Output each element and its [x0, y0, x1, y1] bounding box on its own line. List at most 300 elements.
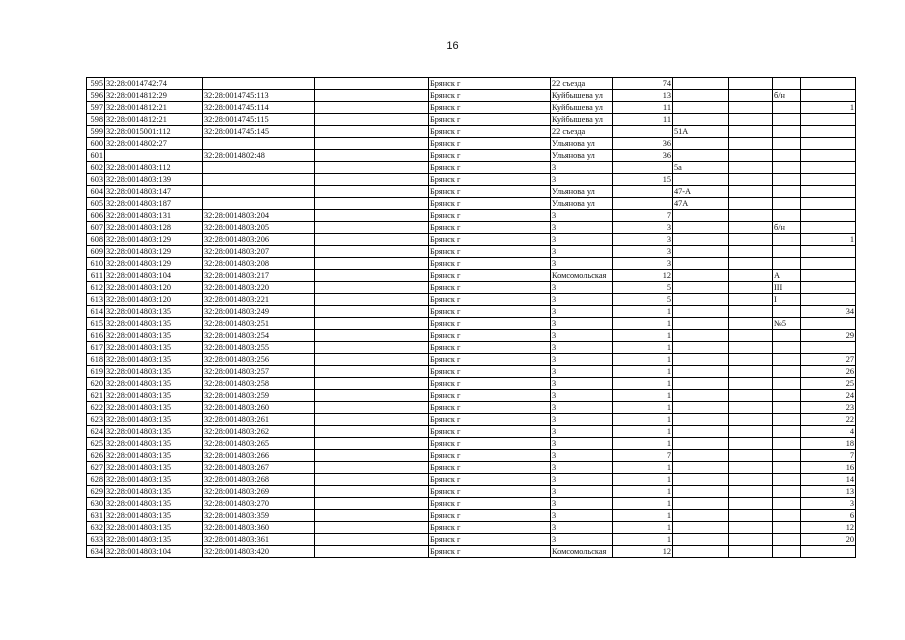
extra-column-cell — [315, 438, 429, 450]
note-cell — [773, 402, 801, 414]
locality-cell: Брянск г — [429, 258, 551, 270]
building-number-cell: 32:28:0014745:145 — [203, 126, 315, 138]
locality-cell: Брянск г — [429, 306, 551, 318]
apartment-number-cell — [801, 270, 856, 282]
cadastral-number-cell: 32:28:0014803:135 — [105, 354, 203, 366]
street-cell: Куйбышева ул — [551, 90, 613, 102]
table-row — [87, 366, 856, 378]
house-number-cell: 3 — [613, 258, 673, 270]
apartment-number-cell — [801, 210, 856, 222]
street-cell: 3 — [551, 450, 613, 462]
extra-column-cell — [315, 90, 429, 102]
street-cell: Ульянова ул — [551, 198, 613, 210]
table-row — [87, 114, 856, 126]
cadastral-number-cell: 32:28:0014803:129 — [105, 246, 203, 258]
table-row — [87, 510, 856, 522]
table-row — [87, 450, 856, 462]
house-number-cell: 1 — [613, 402, 673, 414]
house-number-cell: 1 — [613, 438, 673, 450]
house-letter-cell — [673, 546, 729, 558]
cadastral-number-cell: 32:28:0014803:129 — [105, 234, 203, 246]
apartment-number-cell: 24 — [801, 390, 856, 402]
house-number-cell: 5 — [613, 282, 673, 294]
locality-cell: Брянск г — [429, 114, 551, 126]
extra-column-cell — [315, 534, 429, 546]
note-cell — [773, 378, 801, 390]
row-number-cell: 611 — [87, 270, 105, 282]
house-letter-cell — [673, 498, 729, 510]
building-number-cell: 32:28:0014803:207 — [203, 246, 315, 258]
note-cell — [773, 234, 801, 246]
row-number-cell: 622 — [87, 402, 105, 414]
note-cell — [773, 522, 801, 534]
apartment-number-cell — [801, 138, 856, 150]
building-part-cell — [729, 198, 773, 210]
locality-cell: Брянск г — [429, 366, 551, 378]
locality-cell: Брянск г — [429, 342, 551, 354]
row-number-cell: 609 — [87, 246, 105, 258]
locality-cell: Брянск г — [429, 294, 551, 306]
note-cell — [773, 342, 801, 354]
extra-column-cell — [315, 414, 429, 426]
row-number-cell: 598 — [87, 114, 105, 126]
building-part-cell — [729, 390, 773, 402]
table-row — [87, 378, 856, 390]
table-row — [87, 246, 856, 258]
apartment-number-cell: 1 — [801, 234, 856, 246]
building-part-cell — [729, 462, 773, 474]
row-number-cell: 628 — [87, 474, 105, 486]
house-letter-cell — [673, 102, 729, 114]
locality-cell: Брянск г — [429, 426, 551, 438]
table-row — [87, 126, 856, 138]
table-row — [87, 198, 856, 210]
building-part-cell — [729, 366, 773, 378]
house-number-cell: 12 — [613, 270, 673, 282]
note-cell: ІІІ — [773, 282, 801, 294]
house-number-cell: 1 — [613, 306, 673, 318]
building-number-cell: 32:28:0014803:258 — [203, 378, 315, 390]
apartment-number-cell — [801, 114, 856, 126]
extra-column-cell — [315, 234, 429, 246]
house-number-cell: 1 — [613, 462, 673, 474]
house-letter-cell — [673, 330, 729, 342]
street-cell: 3 — [551, 174, 613, 186]
note-cell — [773, 210, 801, 222]
locality-cell: Брянск г — [429, 210, 551, 222]
building-part-cell — [729, 246, 773, 258]
house-letter-cell — [673, 486, 729, 498]
house-number-cell: 74 — [613, 78, 673, 90]
cadastral-number-cell: 32:28:0014803:112 — [105, 162, 203, 174]
building-number-cell: 32:28:0014803:359 — [203, 510, 315, 522]
locality-cell: Брянск г — [429, 330, 551, 342]
cadastral-number-cell: 32:28:0014802:27 — [105, 138, 203, 150]
extra-column-cell — [315, 282, 429, 294]
extra-column-cell — [315, 474, 429, 486]
extra-column-cell — [315, 486, 429, 498]
cadastral-number-cell: 32:28:0014803:135 — [105, 522, 203, 534]
table-row — [87, 282, 856, 294]
note-cell — [773, 114, 801, 126]
table-row — [87, 78, 856, 90]
locality-cell: Брянск г — [429, 270, 551, 282]
table-row — [87, 222, 856, 234]
row-number-cell: 606 — [87, 210, 105, 222]
note-cell — [773, 534, 801, 546]
cadastral-number-cell: 32:28:0014803:135 — [105, 534, 203, 546]
house-letter-cell — [673, 426, 729, 438]
house-number-cell: 1 — [613, 522, 673, 534]
cadastral-number-cell: 32:28:0014803:104 — [105, 270, 203, 282]
apartment-number-cell — [801, 546, 856, 558]
apartment-number-cell — [801, 78, 856, 90]
apartment-number-cell — [801, 90, 856, 102]
note-cell — [773, 462, 801, 474]
cadastral-number-cell: 32:28:0014803:129 — [105, 258, 203, 270]
house-letter-cell — [673, 294, 729, 306]
house-letter-cell: 47А — [673, 198, 729, 210]
house-letter-cell — [673, 318, 729, 330]
cadastral-table — [86, 77, 856, 558]
street-cell: 3 — [551, 390, 613, 402]
table-row — [87, 390, 856, 402]
building-number-cell: 32:28:0014803:251 — [203, 318, 315, 330]
row-number-cell: 620 — [87, 378, 105, 390]
building-part-cell — [729, 78, 773, 90]
note-cell — [773, 330, 801, 342]
cadastral-number-cell: 32:28:0014803:135 — [105, 414, 203, 426]
cadastral-number-cell: 32:28:0014803:135 — [105, 486, 203, 498]
table-row — [87, 294, 856, 306]
apartment-number-cell — [801, 246, 856, 258]
table-row — [87, 414, 856, 426]
table-row — [87, 546, 856, 558]
street-cell: Ульянова ул — [551, 186, 613, 198]
building-number-cell: 32:28:0014803:268 — [203, 474, 315, 486]
building-part-cell — [729, 222, 773, 234]
page-number: 16 — [446, 40, 459, 52]
building-number-cell: 32:28:0014803:205 — [203, 222, 315, 234]
street-cell: 3 — [551, 222, 613, 234]
row-number-cell: 602 — [87, 162, 105, 174]
street-cell: 3 — [551, 510, 613, 522]
extra-column-cell — [315, 222, 429, 234]
locality-cell: Брянск г — [429, 546, 551, 558]
locality-cell: Брянск г — [429, 282, 551, 294]
locality-cell: Брянск г — [429, 354, 551, 366]
building-part-cell — [729, 114, 773, 126]
row-number-cell: 600 — [87, 138, 105, 150]
row-number-cell: 632 — [87, 522, 105, 534]
building-part-cell — [729, 426, 773, 438]
table-row — [87, 402, 856, 414]
house-letter-cell — [673, 450, 729, 462]
note-cell: №5 — [773, 318, 801, 330]
extra-column-cell — [315, 270, 429, 282]
apartment-number-cell — [801, 222, 856, 234]
house-number-cell: 1 — [613, 366, 673, 378]
extra-column-cell — [315, 462, 429, 474]
building-part-cell — [729, 186, 773, 198]
extra-column-cell — [315, 174, 429, 186]
building-number-cell: 32:28:0014803:221 — [203, 294, 315, 306]
note-cell — [773, 390, 801, 402]
locality-cell: Брянск г — [429, 198, 551, 210]
extra-column-cell — [315, 210, 429, 222]
table-row — [87, 186, 856, 198]
note-cell: А — [773, 270, 801, 282]
building-number-cell: 32:28:0014803:261 — [203, 414, 315, 426]
table-row — [87, 534, 856, 546]
locality-cell: Брянск г — [429, 102, 551, 114]
building-number-cell: 32:28:0014803:217 — [203, 270, 315, 282]
cadastral-number-cell: 32:28:0014803:135 — [105, 378, 203, 390]
row-number-cell: 599 — [87, 126, 105, 138]
table-row — [87, 498, 856, 510]
building-part-cell — [729, 342, 773, 354]
row-number-cell: 619 — [87, 366, 105, 378]
locality-cell: Брянск г — [429, 450, 551, 462]
locality-cell: Брянск г — [429, 318, 551, 330]
house-number-cell: 1 — [613, 510, 673, 522]
street-cell: Куйбышева ул — [551, 114, 613, 126]
house-letter-cell: 51А — [673, 126, 729, 138]
extra-column-cell — [315, 198, 429, 210]
cadastral-number-cell: 32:28:0014803:135 — [105, 498, 203, 510]
street-cell: Ульянова ул — [551, 150, 613, 162]
building-number-cell — [203, 78, 315, 90]
extra-column-cell — [315, 162, 429, 174]
table-row — [87, 90, 856, 102]
street-cell: 3 — [551, 282, 613, 294]
house-number-cell: 1 — [613, 318, 673, 330]
note-cell — [773, 138, 801, 150]
table-row — [87, 138, 856, 150]
note-cell — [773, 78, 801, 90]
street-cell: 3 — [551, 246, 613, 258]
building-number-cell — [203, 186, 315, 198]
extra-column-cell — [315, 246, 429, 258]
cadastral-number-cell: 32:28:0014803:104 — [105, 546, 203, 558]
street-cell: 3 — [551, 402, 613, 414]
house-number-cell: 15 — [613, 174, 673, 186]
row-number-cell: 610 — [87, 258, 105, 270]
cadastral-number-cell: 32:28:0014803:139 — [105, 174, 203, 186]
table-row — [87, 102, 856, 114]
street-cell: 22 съезда — [551, 126, 613, 138]
house-letter-cell — [673, 258, 729, 270]
extra-column-cell — [315, 498, 429, 510]
building-part-cell — [729, 450, 773, 462]
house-letter-cell — [673, 510, 729, 522]
street-cell: 3 — [551, 462, 613, 474]
extra-column-cell — [315, 546, 429, 558]
building-part-cell — [729, 318, 773, 330]
house-letter-cell — [673, 174, 729, 186]
locality-cell: Брянск г — [429, 498, 551, 510]
house-number-cell — [613, 186, 673, 198]
street-cell: 3 — [551, 258, 613, 270]
apartment-number-cell — [801, 174, 856, 186]
cadastral-number-cell: 32:28:0014803:135 — [105, 450, 203, 462]
apartment-number-cell: 26 — [801, 366, 856, 378]
cadastral-number-cell: 32:28:0014803:135 — [105, 366, 203, 378]
note-cell — [773, 366, 801, 378]
locality-cell: Брянск г — [429, 402, 551, 414]
house-letter-cell — [673, 402, 729, 414]
apartment-number-cell — [801, 258, 856, 270]
table-row — [87, 438, 856, 450]
house-number-cell: 1 — [613, 390, 673, 402]
table-row — [87, 522, 856, 534]
house-letter-cell — [673, 234, 729, 246]
cadastral-number-cell: 32:28:0014742:74 — [105, 78, 203, 90]
building-number-cell: 32:28:0014803:249 — [203, 306, 315, 318]
extra-column-cell — [315, 102, 429, 114]
street-cell: 3 — [551, 534, 613, 546]
house-number-cell: 1 — [613, 498, 673, 510]
extra-column-cell — [315, 330, 429, 342]
building-number-cell — [203, 198, 315, 210]
note-cell — [773, 174, 801, 186]
note-cell — [773, 510, 801, 522]
street-cell: 3 — [551, 474, 613, 486]
note-cell — [773, 186, 801, 198]
locality-cell: Брянск г — [429, 222, 551, 234]
building-part-cell — [729, 438, 773, 450]
building-number-cell: 32:28:0014803:257 — [203, 366, 315, 378]
row-number-cell: 623 — [87, 414, 105, 426]
table-row — [87, 150, 856, 162]
building-number-cell: 32:28:0014803:204 — [203, 210, 315, 222]
note-cell — [773, 162, 801, 174]
row-number-cell: 629 — [87, 486, 105, 498]
apartment-number-cell: 20 — [801, 534, 856, 546]
row-number-cell: 631 — [87, 510, 105, 522]
cadastral-number-cell: 32:28:0014803:135 — [105, 330, 203, 342]
apartment-number-cell — [801, 318, 856, 330]
apartment-number-cell — [801, 294, 856, 306]
house-number-cell: 1 — [613, 378, 673, 390]
note-cell: б/н — [773, 222, 801, 234]
apartment-number-cell: 29 — [801, 330, 856, 342]
building-number-cell: 32:28:0014803:361 — [203, 534, 315, 546]
street-cell: Комсомольская — [551, 270, 613, 282]
building-number-cell: 32:28:0014803:420 — [203, 546, 315, 558]
house-letter-cell — [673, 474, 729, 486]
building-part-cell — [729, 522, 773, 534]
note-cell — [773, 246, 801, 258]
locality-cell: Брянск г — [429, 462, 551, 474]
extra-column-cell — [315, 354, 429, 366]
house-number-cell: 1 — [613, 354, 673, 366]
building-number-cell: 32:28:0014745:113 — [203, 90, 315, 102]
street-cell: 3 — [551, 498, 613, 510]
locality-cell: Брянск г — [429, 474, 551, 486]
locality-cell: Брянск г — [429, 390, 551, 402]
extra-column-cell — [315, 510, 429, 522]
table-row — [87, 462, 856, 474]
apartment-number-cell: 6 — [801, 510, 856, 522]
row-number-cell: 633 — [87, 534, 105, 546]
note-cell — [773, 150, 801, 162]
row-number-cell: 613 — [87, 294, 105, 306]
house-number-cell: 1 — [613, 330, 673, 342]
building-number-cell: 32:28:0014803:260 — [203, 402, 315, 414]
note-cell — [773, 546, 801, 558]
row-number-cell: 607 — [87, 222, 105, 234]
building-number-cell: 32:28:0014803:259 — [203, 390, 315, 402]
house-letter-cell — [673, 414, 729, 426]
house-number-cell: 5 — [613, 294, 673, 306]
note-cell — [773, 426, 801, 438]
street-cell: 3 — [551, 366, 613, 378]
row-number-cell: 597 — [87, 102, 105, 114]
apartment-number-cell: 3 — [801, 498, 856, 510]
row-number-cell: 595 — [87, 78, 105, 90]
house-number-cell — [613, 198, 673, 210]
house-number-cell: 3 — [613, 234, 673, 246]
house-letter-cell — [673, 378, 729, 390]
table-row — [87, 426, 856, 438]
extra-column-cell — [315, 114, 429, 126]
extra-column-cell — [315, 78, 429, 90]
house-letter-cell — [673, 270, 729, 282]
building-part-cell — [729, 282, 773, 294]
house-letter-cell — [673, 222, 729, 234]
locality-cell: Брянск г — [429, 486, 551, 498]
apartment-number-cell — [801, 282, 856, 294]
apartment-number-cell — [801, 198, 856, 210]
house-number-cell: 7 — [613, 450, 673, 462]
building-part-cell — [729, 306, 773, 318]
note-cell — [773, 498, 801, 510]
cadastral-number-cell: 32:28:0014803:135 — [105, 462, 203, 474]
cadastral-number-cell: 32:28:0014803:135 — [105, 474, 203, 486]
house-number-cell: 3 — [613, 246, 673, 258]
building-part-cell — [729, 126, 773, 138]
cadastral-number-cell: 32:28:0014803:120 — [105, 282, 203, 294]
house-number-cell — [613, 126, 673, 138]
house-number-cell: 3 — [613, 222, 673, 234]
apartment-number-cell: 4 — [801, 426, 856, 438]
locality-cell: Брянск г — [429, 246, 551, 258]
extra-column-cell — [315, 186, 429, 198]
cadastral-number-cell: 32:28:0014803:135 — [105, 510, 203, 522]
building-part-cell — [729, 138, 773, 150]
table-row — [87, 210, 856, 222]
house-number-cell: 1 — [613, 486, 673, 498]
locality-cell: Брянск г — [429, 534, 551, 546]
cadastral-number-cell: 32:28:0014803:135 — [105, 426, 203, 438]
building-part-cell — [729, 510, 773, 522]
apartment-number-cell: 12 — [801, 522, 856, 534]
table-row — [87, 234, 856, 246]
extra-column-cell — [315, 378, 429, 390]
locality-cell: Брянск г — [429, 522, 551, 534]
row-number-cell: 624 — [87, 426, 105, 438]
row-number-cell: 627 — [87, 462, 105, 474]
table-row — [87, 318, 856, 330]
house-letter-cell — [673, 438, 729, 450]
building-part-cell — [729, 330, 773, 342]
note-cell — [773, 126, 801, 138]
cadastral-number-cell: 32:28:0014812:21 — [105, 102, 203, 114]
building-part-cell — [729, 270, 773, 282]
house-letter-cell — [673, 522, 729, 534]
house-number-cell: 1 — [613, 426, 673, 438]
